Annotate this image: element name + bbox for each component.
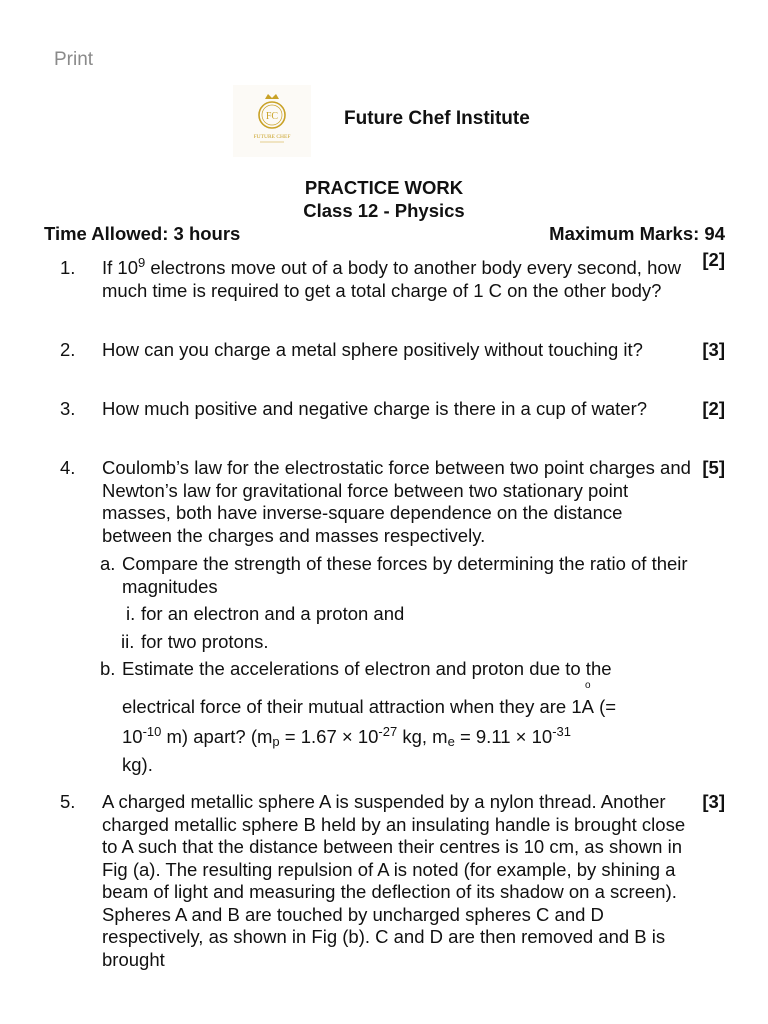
subpart-label: a. [100, 553, 116, 574]
text-part: = 1.67 × 10 [279, 726, 379, 747]
subpart-ii-text: for two protons. [141, 631, 269, 652]
subscript: p [272, 734, 280, 749]
text-part: m) apart? (m [161, 726, 273, 747]
subpart-b-line: kg). [122, 754, 153, 775]
text-part: 10 [122, 726, 143, 747]
question-marks: [2] [702, 398, 725, 419]
subscript: e [447, 734, 455, 749]
text-part: electrical force of their mutual attraction when they are 1 [122, 696, 582, 717]
subpart-b-line [122, 680, 617, 719]
question-marks: [3] [702, 791, 725, 812]
exponent: -27 [378, 724, 398, 739]
exponent: -10 [142, 724, 162, 739]
text-part: kg, m [397, 726, 448, 747]
subpart-label: i. [126, 603, 136, 624]
question-text: How can you charge a metal sphere positively without touching it? [102, 339, 643, 360]
question-text [102, 257, 692, 302]
text-part: (= [594, 696, 617, 717]
question-number: 5. [60, 791, 76, 812]
institute-logo [233, 85, 311, 157]
subpart-label: ii. [121, 631, 135, 652]
angstrom-ring: o [585, 680, 591, 691]
text-part: = 9.11 × 10 [454, 726, 553, 747]
question-marks: [5] [702, 457, 725, 478]
page-subtitle: Class 12 - Physics [303, 200, 465, 221]
question-text-part: If 10 [102, 257, 138, 278]
question-number: 3. [60, 398, 76, 419]
institute-name: Future Chef Institute [344, 108, 530, 129]
question-number: 1. [60, 257, 76, 278]
page-title: PRACTICE WORK [304, 177, 464, 198]
subpart-b-line [122, 726, 571, 749]
subpart-i-text: for an electron and a proton and [141, 603, 405, 624]
question-text: How much positive and negative charge is there in a cup of water? [102, 398, 648, 419]
maximum-marks: Maximum Marks: 94 [549, 223, 725, 244]
exponent: -31 [552, 724, 571, 739]
subpart-a-text: Compare the strength of these forces by determining the ratio of their magnitudes [122, 553, 688, 597]
svg-text:FC: FC [265, 111, 279, 122]
print-link[interactable]: Print [54, 49, 94, 70]
angstrom-letter: A [581, 696, 594, 717]
question-marks: [2] [702, 249, 725, 270]
svg-text:FUTURE CHEF: FUTURE CHEF [253, 134, 291, 140]
subpart-label: b. [100, 658, 116, 679]
question-number: 2. [60, 339, 76, 360]
exponent: 9 [138, 255, 146, 270]
subpart-b-line: Estimate the accelerations of electron and proton due to the [122, 658, 612, 679]
question-text: A charged metallic sphere A is suspended by a nylon thread. Another charged metallic sphere B held by an insulating handle is brought close to A such that the distance between their centres is 10 cm, as shown in Fig (a). The resulting repulsion of A is noted (for example, by shining a beam of light and measuring the deflection of its shadow on a screen). Spheres A and B are touched by uncharged spheres C and D respectively, as shown in Fig (b). C and D are then removed and B is brought [102, 791, 686, 970]
question-text: Coulomb’s law for the electrostatic force between two point charges and Newton’s law for gravitational force between two stationary point masses, both have inverse-square dependence on the distance between the charges and masses respectively. [102, 457, 691, 546]
question-marks: [3] [702, 339, 725, 360]
question-number: 4. [60, 457, 76, 478]
time-allowed: Time Allowed: 3 hours [44, 223, 241, 244]
question-text-part: electrons move out of a body to another body every second, how much time is required to get a total charge of 1 C on the other body? [102, 257, 682, 301]
angstrom-symbol [581, 680, 594, 719]
